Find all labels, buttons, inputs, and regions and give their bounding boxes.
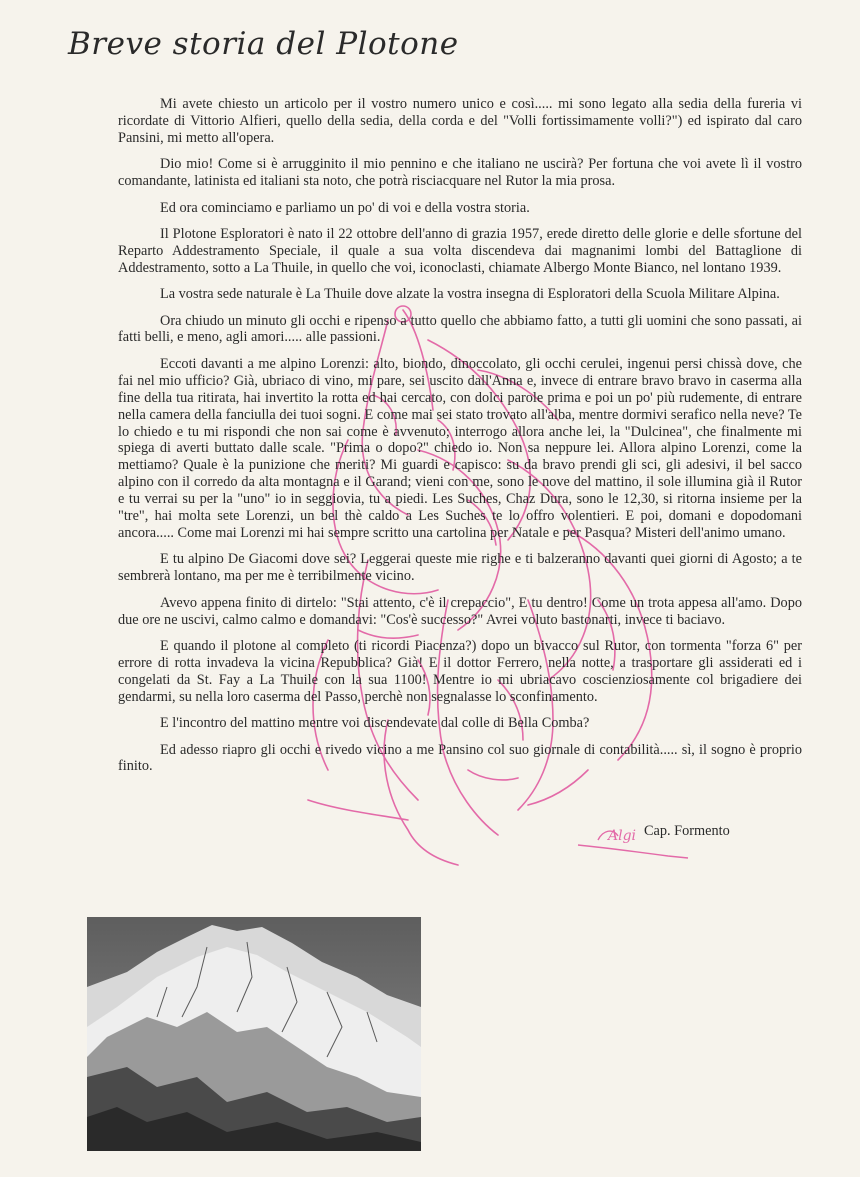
paragraph: Eccoti davanti a me alpino Lorenzi: alto, biondo, dinoccolato, gli occhi cerulei, ingenui persi chissà dove, che fai nel mio ufficio? Già, ubriaco di vino, mi pare, sei uscito dall'Anna e, invece di entrare bravo bravo in caserma alla fine della tua ritirata, hai invertito la rotta ed hai cercato, con dolci parole prima e poi un po' più rudemente, di entrare nella camera della fanciulla dei tuoi sogni. E come mai sei stato trovato all'alba, mentre dormivi serafico nella neve? Te lo chiedo e tu mi rispondi che non sai come è avvenuto; interrogo allora anche lei, la "Dulcinea", che finalmente mi spiega di averti buttato dalle scale. "Prima o dopo?" chiedo io. Non sa neppure lei. Allora alpino Lorenzi, come la mettiamo? Quale è la punizione che meriti? Mi guardi e capisco: su da bravo prendi gli sci, gli adesivi, il bel sacco alpino con il corredo da alta montagna e il Garand; vieni con me, sono le nove del mattino, il sole illumina già il Rutor e tu verrai su per la "uno" io in seggiovia, tu a piedi. Les Suches, Chaz Dura, sono le 12,30, si ritorna insieme per la "tre", hai molta sete Lorenzi, un bel thè caldo a Les Suches te lo offro volentieri. E poi, domani e dopodomani ancora..... Come mai Lorenzi mi hai sempre scritto una cartolina per Natale e per Pasqua? Misteri dell'animo umano. bbox=[118, 355, 802, 541]
mountain-photo bbox=[87, 917, 421, 1151]
paragraph: E l'incontro del mattino mentre voi discendevate dal colle di Bella Comba? bbox=[160, 715, 590, 732]
article-body bbox=[118, 96, 802, 785]
paragraph: Mi avete chiesto un articolo per il vostro numero unico e così..... mi sono legato alla sedia della fureria vi ricordate di Vittorio Alfieri, quello della sedia, della corda e del "Volli fortissimamente volli?") ed ispirato dal caro Pansini, mi metto all'opera. bbox=[118, 96, 802, 146]
paragraph: Dio mio! Come si è arrugginito il mio pennino e che italiano ne uscirà? Per fortuna che voi avete lì il vostro comandante, latinista ed italiani sta noto, che potrà risciacquare nel Rutor la mia prosa. bbox=[118, 156, 802, 190]
paragraph: Ed ora cominciamo e parliamo un po' di voi e della vostra storia. bbox=[160, 199, 530, 216]
page-title: Breve storia del Plotone bbox=[68, 26, 459, 62]
sketch-signature: Algi bbox=[608, 828, 637, 844]
paragraph: Avevo appena finito di dirtelo: "Stai attento, c'è il crepaccio", E tu dentro! Come un trota appesa all'amo. Dopo due ore ne uscivi, calmo calmo e domandavi: "Cos'è successo?" Avrei voluto bastonarti, invece ti baciavo. bbox=[118, 594, 802, 628]
paragraph: Il Plotone Esploratori è nato il 22 ottobre dell'anno di grazia 1957, erede diretto delle glorie e delle sfortune del Reparto Addestramento Speciale, il quale a sua volta discendeva dai magnanimi lombi del Battaglione di Addestramento, sotto a La Thuile, in quello che voi, iconoclasti, chiamate Albergo Monte Bianco, nel lontano 1939. bbox=[118, 225, 802, 276]
paragraph: E tu alpino De Giacomi dove sei? Leggerai queste mie righe e ti balzeranno davanti quei giorni di Agosto; a te sembrerà lontano, ma per me è terribilmente vicino. bbox=[118, 551, 802, 585]
mountain-photo-drawing bbox=[87, 917, 421, 1151]
paragraph: E quando il plotone al completo (ti ricordi Piacenza?) dopo un bivacco sul Rutor, con tormenta "forza 6" per errore di rotta invadeva la vicina Repubblica? Già! E il dottor Ferrero, nella notte, a trasportare gli assiderati ed i congelati da St. Fay a La Thuile con la sua 1100! Mentre io mi ubriacavo coscienziosamente col brigadiere dei gendarmi, su nella loro caserma del Passo, perchè non segnalasse lo sconfinamento. bbox=[118, 637, 802, 705]
author-signature: Cap. Formento bbox=[644, 823, 730, 839]
paragraph: La vostra sede naturale è La Thuile dove alzate la vostra insegna di Esploratori della Scuola Militare Alpina. bbox=[160, 286, 780, 303]
paragraph: Ed adesso riapro gli occhi e rivedo vicino a me Pansino col suo giornale di contabilità..... sì, il sogno è proprio finito. bbox=[118, 741, 802, 775]
paragraph: Ora chiudo un minuto gli occhi e ripenso a tutto quello che abbiamo fatto, a tutti gli uomini che sono passati, ai fatti belli, e meno, agli amori..... alle passioni. bbox=[118, 312, 802, 346]
